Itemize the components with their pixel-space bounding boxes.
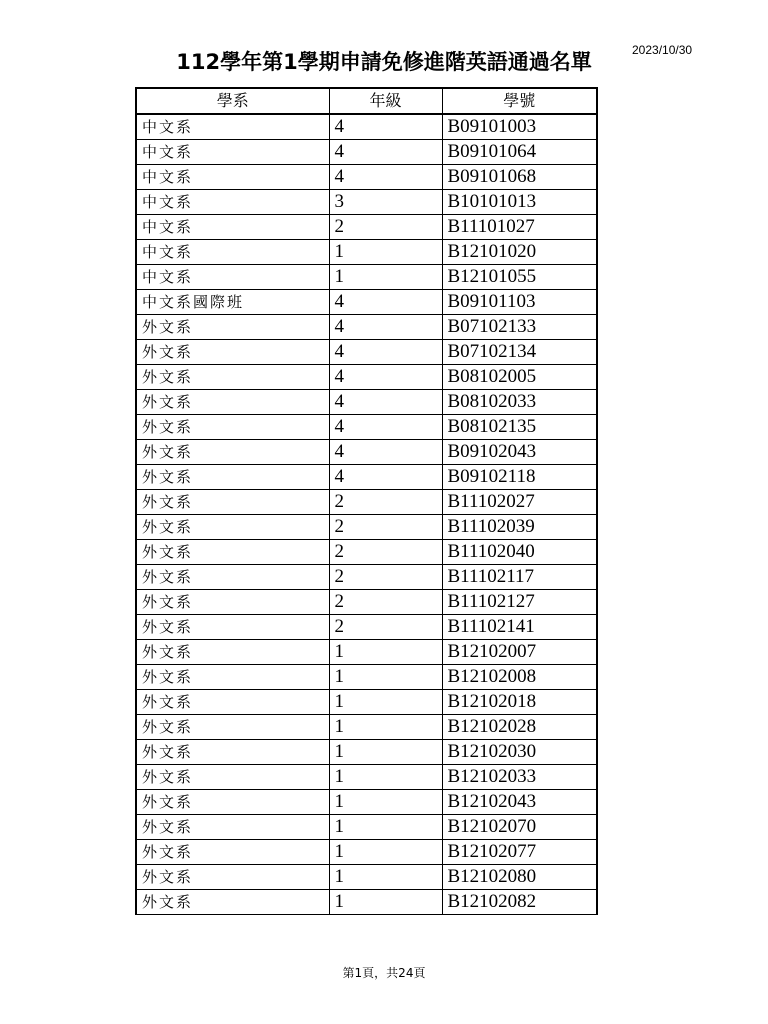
table-row — [136, 140, 597, 165]
table-row — [136, 665, 597, 690]
department-cell: 中文系 — [136, 190, 329, 215]
header-student-id: 學號 — [442, 88, 597, 114]
grade-cell: 2 — [329, 540, 442, 565]
table-row — [136, 565, 597, 590]
student-id-cell: B12102033 — [442, 765, 597, 790]
department-cell: 外文系 — [136, 740, 329, 765]
grade-cell: 1 — [329, 765, 442, 790]
document-date: 2023/10/30 — [632, 43, 693, 57]
student-id-cell: B12102077 — [442, 840, 597, 865]
grade-cell: 2 — [329, 615, 442, 640]
student-id-cell: B12102080 — [442, 865, 597, 890]
table-row — [136, 715, 597, 740]
grade-cell: 1 — [329, 715, 442, 740]
grade-cell: 1 — [329, 240, 442, 265]
student-id-cell: B10101013 — [442, 190, 597, 215]
student-id-cell: B12102007 — [442, 640, 597, 665]
grade-cell: 2 — [329, 515, 442, 540]
header-department: 學系 — [136, 88, 329, 114]
department-cell: 外文系 — [136, 640, 329, 665]
grade-cell: 4 — [329, 440, 442, 465]
student-id-cell: B12101020 — [442, 240, 597, 265]
table-row — [136, 340, 597, 365]
table-row — [136, 415, 597, 440]
grade-cell: 1 — [329, 665, 442, 690]
department-cell: 中文系 — [136, 240, 329, 265]
grade-cell: 4 — [329, 365, 442, 390]
department-cell: 外文系 — [136, 665, 329, 690]
department-cell: 外文系 — [136, 415, 329, 440]
grade-cell: 4 — [329, 465, 442, 490]
grade-cell: 1 — [329, 865, 442, 890]
student-id-cell: B07102133 — [442, 315, 597, 340]
grade-cell: 4 — [329, 340, 442, 365]
roster-table — [135, 87, 598, 915]
grade-cell: 3 — [329, 190, 442, 215]
table-row — [136, 315, 597, 340]
department-cell: 外文系 — [136, 715, 329, 740]
student-id-cell: B09101103 — [442, 290, 597, 315]
grade-cell: 2 — [329, 590, 442, 615]
grade-cell: 4 — [329, 415, 442, 440]
grade-cell: 1 — [329, 890, 442, 915]
table-row — [136, 440, 597, 465]
table-row — [136, 515, 597, 540]
student-id-cell: B11102117 — [442, 565, 597, 590]
table-row — [136, 865, 597, 890]
grade-cell: 1 — [329, 690, 442, 715]
page-title: 112學年第1學期申請免修進階英語通過名單 — [176, 50, 592, 74]
student-id-cell: B12102008 — [442, 665, 597, 690]
department-cell: 外文系 — [136, 790, 329, 815]
grade-cell: 1 — [329, 640, 442, 665]
table-row — [136, 590, 597, 615]
student-id-cell: B09101064 — [442, 140, 597, 165]
student-id-cell: B11102027 — [442, 490, 597, 515]
department-cell: 中文系國際班 — [136, 290, 329, 315]
table-row — [136, 640, 597, 665]
department-cell: 外文系 — [136, 840, 329, 865]
grade-cell: 4 — [329, 290, 442, 315]
department-cell: 外文系 — [136, 865, 329, 890]
table-row — [136, 790, 597, 815]
grade-cell: 2 — [329, 215, 442, 240]
department-cell: 中文系 — [136, 265, 329, 290]
department-cell: 中文系 — [136, 215, 329, 240]
table-row — [136, 114, 597, 140]
department-cell: 外文系 — [136, 540, 329, 565]
department-cell: 外文系 — [136, 440, 329, 465]
student-id-cell: B12102082 — [442, 890, 597, 915]
grade-cell: 4 — [329, 390, 442, 415]
student-id-cell: B12102070 — [442, 815, 597, 840]
department-cell: 外文系 — [136, 315, 329, 340]
table-row — [136, 390, 597, 415]
table-row — [136, 265, 597, 290]
table-row — [136, 490, 597, 515]
department-cell: 外文系 — [136, 390, 329, 415]
table-row — [136, 615, 597, 640]
table-row — [136, 365, 597, 390]
department-cell: 外文系 — [136, 815, 329, 840]
student-id-cell: B11102127 — [442, 590, 597, 615]
grade-cell: 1 — [329, 790, 442, 815]
department-cell: 中文系 — [136, 140, 329, 165]
student-id-cell: B08102005 — [442, 365, 597, 390]
department-cell: 外文系 — [136, 590, 329, 615]
department-cell: 外文系 — [136, 615, 329, 640]
table-body — [136, 114, 597, 915]
table-row — [136, 465, 597, 490]
department-cell: 外文系 — [136, 515, 329, 540]
department-cell: 外文系 — [136, 690, 329, 715]
table-header — [136, 88, 597, 114]
table-row — [136, 240, 597, 265]
table-row — [136, 165, 597, 190]
department-cell: 外文系 — [136, 465, 329, 490]
grade-cell: 4 — [329, 315, 442, 340]
student-id-cell: B12102043 — [442, 790, 597, 815]
table-row — [136, 890, 597, 915]
grade-cell: 2 — [329, 565, 442, 590]
department-cell: 中文系 — [136, 114, 329, 140]
student-id-cell: B12102028 — [442, 715, 597, 740]
header-row — [136, 88, 597, 114]
student-id-cell: B09102118 — [442, 465, 597, 490]
department-cell: 外文系 — [136, 565, 329, 590]
grade-cell: 4 — [329, 165, 442, 190]
grade-cell: 1 — [329, 265, 442, 290]
student-id-cell: B12101055 — [442, 265, 597, 290]
student-id-cell: B11102040 — [442, 540, 597, 565]
grade-cell: 1 — [329, 815, 442, 840]
student-id-cell: B08102135 — [442, 415, 597, 440]
table-row — [136, 540, 597, 565]
grade-cell: 4 — [329, 140, 442, 165]
student-id-cell: B11102039 — [442, 515, 597, 540]
grade-cell: 1 — [329, 740, 442, 765]
department-cell: 中文系 — [136, 165, 329, 190]
student-id-cell: B11102141 — [442, 615, 597, 640]
department-cell: 外文系 — [136, 365, 329, 390]
page-footer: 第1頁，共24頁 — [342, 966, 426, 980]
department-cell: 外文系 — [136, 490, 329, 515]
student-id-cell: B11101027 — [442, 215, 597, 240]
grade-cell: 1 — [329, 840, 442, 865]
department-cell: 外文系 — [136, 890, 329, 915]
table-row — [136, 215, 597, 240]
grade-cell: 4 — [329, 114, 442, 140]
table-row — [136, 840, 597, 865]
student-id-cell: B07102134 — [442, 340, 597, 365]
table-row — [136, 740, 597, 765]
header-grade: 年級 — [329, 88, 442, 114]
student-id-cell: B09102043 — [442, 440, 597, 465]
grade-cell: 2 — [329, 490, 442, 515]
table-row — [136, 190, 597, 215]
table-row — [136, 815, 597, 840]
student-id-cell: B09101068 — [442, 165, 597, 190]
table-row — [136, 690, 597, 715]
table-row — [136, 290, 597, 315]
table-row — [136, 765, 597, 790]
department-cell: 外文系 — [136, 765, 329, 790]
student-id-cell: B12102018 — [442, 690, 597, 715]
department-cell: 外文系 — [136, 340, 329, 365]
student-id-cell: B09101003 — [442, 114, 597, 140]
student-id-cell: B12102030 — [442, 740, 597, 765]
student-id-cell: B08102033 — [442, 390, 597, 415]
